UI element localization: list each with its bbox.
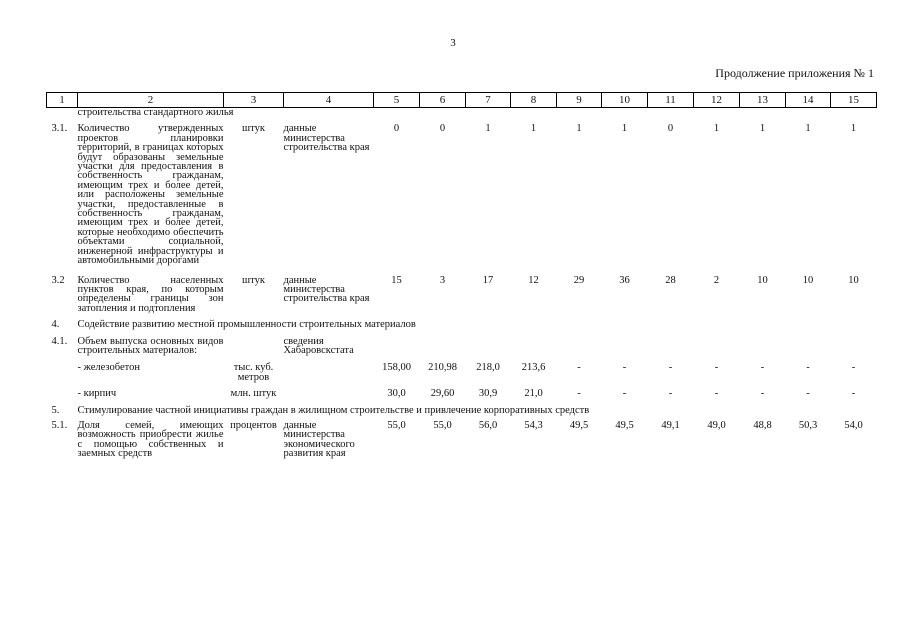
value-cell: 54,3	[524, 419, 543, 431]
value-cell: 55,0	[433, 419, 452, 431]
row-spacer	[47, 355, 877, 363]
value-cell: 49,5	[569, 419, 589, 431]
header-cell: 15	[831, 93, 877, 108]
source-cell	[284, 389, 374, 398]
value-cell: 1	[805, 123, 811, 135]
unit-cell: штук	[242, 274, 265, 286]
value-cell: -	[622, 362, 627, 374]
row-spacer	[47, 382, 877, 389]
unit-cell: млн. штук	[230, 388, 277, 400]
header-cell: 5	[374, 93, 420, 108]
unit-cell: процентов	[230, 419, 277, 431]
value-cell: 54,0	[844, 419, 863, 431]
value-cell: -	[714, 362, 719, 374]
value-cell: 2	[713, 274, 720, 286]
row-number: 4.1.	[51, 335, 68, 347]
value-cell	[694, 337, 740, 356]
indicator-table	[46, 92, 877, 459]
section-title: Стимулирование частной инициативы граждан в жилищном строительстве и привлечение корпоративных средств	[77, 404, 590, 416]
header-cell: 1	[47, 93, 78, 108]
value-cell: 10	[757, 274, 768, 286]
unit-cell: тыс. куб. метров	[233, 362, 274, 383]
value-cell: 30,9	[478, 388, 498, 400]
header-cell: 11	[648, 93, 694, 108]
source-cell	[284, 363, 374, 382]
value-cell: 10	[802, 274, 814, 286]
unit-cell: штук	[242, 123, 265, 135]
value-cell: 1	[576, 123, 582, 135]
value-cell: 0	[393, 123, 400, 135]
value-cell: 21,0	[524, 388, 543, 400]
value-cell: -	[577, 362, 581, 374]
value-cell: 10	[848, 274, 859, 286]
indicator-name: Доля семей, имеющих возможность приобрести жилье с помощью собственных и заемных средств	[77, 419, 224, 460]
value-cell: 30,0	[387, 388, 406, 400]
value-cell: 1	[485, 123, 491, 135]
value-cell: 15	[391, 274, 402, 286]
indicator-name: - кирпич	[77, 388, 117, 400]
value-cell: 29,60	[430, 388, 455, 400]
table-row	[47, 276, 877, 314]
indicator-name: Количество населенных пунктов края, по которым определены границы зон затопления и подтопления	[77, 274, 224, 314]
source-cell: данные министерства экономического развития края	[283, 419, 355, 460]
carryover-number-cell	[47, 108, 78, 118]
value-cell: 56,0	[478, 419, 498, 431]
indicator-name: Количество утвержденных проектов планировки территорий, в границах которых будут образованы земельные участки для предоставления в собственность гражданам, имеющим трех и более детей, или расположены земельные участки, предоставленные в собственность гражданам, имеющим трех и более детей, которые необходимо обеспечить объектами социальной, инженерной инфраструктуры и автомобильными дорогами	[77, 123, 224, 267]
header-cell: 9	[557, 93, 602, 108]
value-cell: -	[668, 362, 673, 374]
value-cell: 49,0	[707, 419, 726, 431]
carryover-text: строительства стандартного жилья	[77, 107, 234, 118]
table-row	[47, 421, 877, 459]
header-cell: 10	[602, 93, 648, 108]
unit-cell	[224, 337, 284, 356]
carryover-row	[47, 108, 877, 118]
value-cell: 36	[619, 274, 630, 286]
value-cell: -	[851, 362, 856, 374]
table-row	[47, 124, 877, 265]
value-cell: 50,3	[798, 419, 818, 431]
section-number: 5.	[51, 404, 60, 416]
value-cell: 210,98	[428, 362, 457, 374]
section-title: Содействие развитию местной промышленности строительных материалов	[77, 319, 416, 331]
value-cell	[602, 337, 648, 356]
value-cell: -	[760, 388, 765, 400]
row-number: 5.1.	[51, 419, 68, 431]
table-row	[47, 337, 877, 356]
header-cell: 6	[420, 93, 466, 108]
header-cell: 13	[740, 93, 786, 108]
value-cell	[466, 337, 511, 356]
value-cell: 213,6	[521, 362, 546, 374]
source-cell: сведения Хабаровскстата	[283, 335, 354, 356]
row-number	[47, 363, 78, 382]
section-number: 4.	[51, 319, 60, 331]
indicator-name: - железобетон	[77, 362, 140, 374]
value-cell	[511, 337, 557, 356]
section-row	[47, 406, 877, 415]
table-row	[47, 363, 877, 382]
value-cell: 3	[439, 274, 446, 286]
value-cell: 12	[528, 274, 539, 286]
value-cell: 1	[621, 123, 628, 135]
value-cell	[557, 337, 602, 356]
value-cell: 1	[759, 123, 766, 135]
value-cell: -	[714, 388, 719, 400]
value-cell: 49,5	[615, 419, 634, 431]
value-cell	[648, 337, 694, 356]
value-cell	[740, 337, 786, 356]
value-cell: -	[851, 388, 856, 400]
header-cell: 8	[511, 93, 557, 108]
value-cell: 55,0	[387, 419, 406, 431]
value-cell: 17	[482, 274, 494, 286]
value-cell: 29	[573, 274, 585, 286]
header-cell: 4	[284, 93, 374, 108]
value-cell: -	[622, 388, 627, 400]
source-cell: данные министерства строительства края	[283, 274, 370, 305]
value-cell: 48,8	[753, 419, 772, 431]
header-cell: 3	[224, 93, 284, 108]
value-cell	[786, 337, 831, 356]
row-number: 3.1.	[51, 123, 68, 135]
row-number	[47, 389, 78, 398]
page-number: 3	[450, 37, 456, 49]
source-cell: данные министерства строительства края	[283, 123, 370, 154]
value-cell: 218,0	[476, 362, 500, 374]
value-cell: 0	[667, 123, 674, 135]
indicator-name: Объем выпуска основных видов строительных материалов:	[77, 335, 224, 356]
value-cell: -	[806, 362, 810, 374]
value-cell: -	[760, 362, 765, 374]
value-cell: 28	[665, 274, 676, 286]
value-cell: 1	[850, 123, 857, 135]
value-cell: 49,1	[661, 419, 680, 431]
value-cell	[420, 337, 466, 356]
value-cell: 0	[439, 123, 446, 135]
section-row	[47, 320, 877, 329]
row-number: 3.2	[51, 274, 65, 286]
table-row	[47, 389, 877, 398]
row-spacer	[47, 266, 877, 276]
header-cell: 2	[78, 93, 224, 108]
header-cell: 12	[694, 93, 740, 108]
value-cell: 158,00	[382, 362, 411, 374]
value-cell: -	[577, 388, 581, 400]
table-body	[47, 108, 877, 459]
value-cell: -	[668, 388, 673, 400]
value-cell	[374, 337, 420, 356]
continuation-label: Продолжение приложения № 1	[715, 66, 874, 80]
header-row	[47, 93, 877, 108]
value-cell: -	[806, 388, 810, 400]
value-cell: 1	[713, 123, 720, 135]
header-cell: 7	[466, 93, 511, 108]
value-cell	[831, 337, 877, 356]
header-cell: 14	[786, 93, 831, 108]
value-cell: 1	[530, 123, 537, 135]
